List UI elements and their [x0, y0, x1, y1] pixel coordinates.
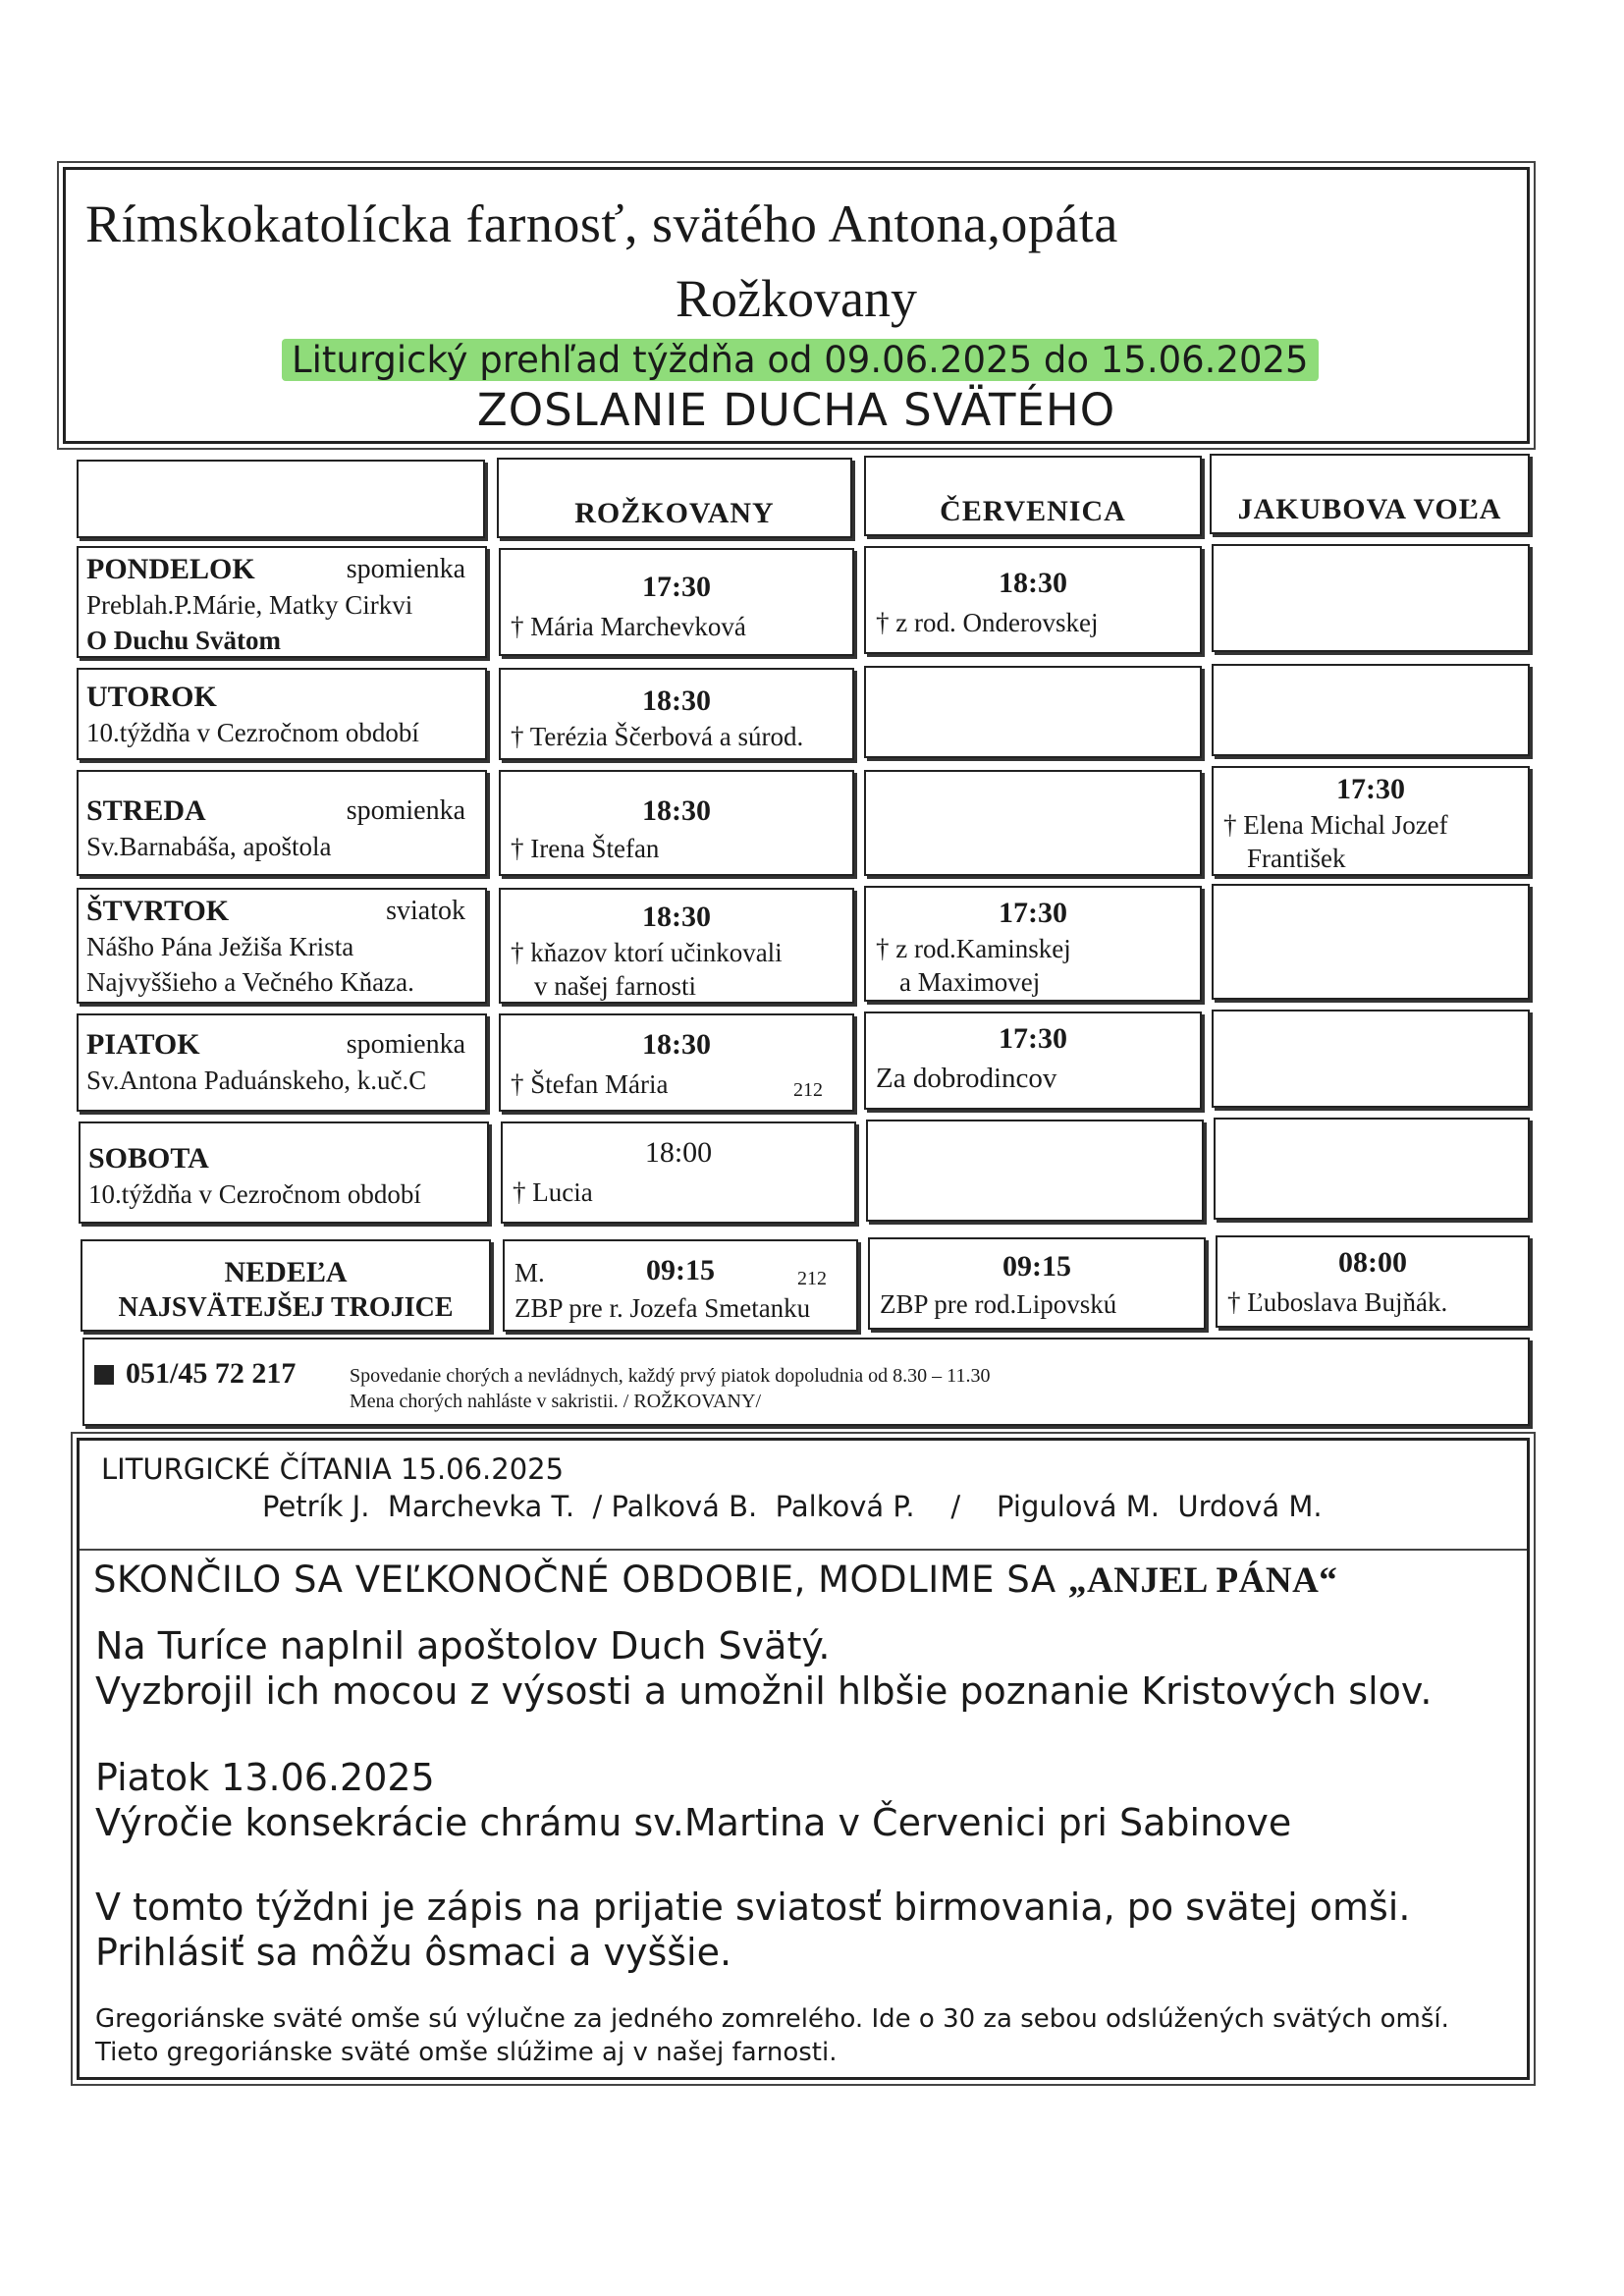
mass-intention: † Mária Marchevková	[511, 612, 746, 641]
mass-intention: ZBP pre r. Jozefa Smetanku	[514, 1293, 811, 1323]
mass-fri-cervenica	[864, 1011, 1202, 1110]
mass-intention: † kňazov ktorí učinkovali	[511, 938, 783, 967]
mass-prefix: M.	[514, 1258, 545, 1287]
mass-time: 18:30	[642, 684, 711, 717]
mass-intention-2: v našej farnosti	[534, 971, 696, 1001]
mass-time: 18:00	[644, 1136, 713, 1169]
mass-mon-cervenica	[864, 546, 1202, 654]
mass-intention: † Štefan Mária	[511, 1069, 669, 1099]
mass-time: 09:15	[646, 1254, 715, 1286]
mass-time: 17:30	[999, 1022, 1067, 1055]
day-friday	[77, 1013, 487, 1112]
pentecost-line-2: Vyzbrojil ich mocou z výsosti a umožnil hlbšie poznanie Kristových slov.	[95, 1669, 1433, 1713]
day-name: SOBOTA	[88, 1142, 209, 1175]
sick-names-info: Mena chorých nahláste v sakristii. / ROŽKOVANY/	[350, 1391, 762, 1412]
day-type: spomienka	[346, 1029, 465, 1060]
day-description-2: O Duchu Svätom	[86, 626, 282, 655]
day-tuesday	[77, 668, 487, 760]
mass-intention: † Terézia Ščerbová a súrod.	[511, 722, 804, 751]
day-name: ŠTVRTOK	[86, 895, 230, 927]
liturgical-readings	[80, 1441, 1527, 1551]
pentecost-line-1: Na Turíce naplnil apoštolov Duch Svätý.	[95, 1624, 831, 1667]
gregorian-masses-note: Gregoriánske sväté omše sú výlučne za jedného zomrelého. Ide o 30 za sebou odslúžených svätých omší. Tieto gregoriánske sväté omše slúžime aj v našej farnosti.	[95, 2004, 1449, 2067]
mass-sat-cervenica	[866, 1120, 1204, 1222]
mass-intention: † Ľuboslava Bujňák.	[1227, 1287, 1448, 1317]
mass-fri-rozkovany	[499, 1013, 854, 1112]
mass-note: 212	[797, 1268, 827, 1289]
mass-time: 18:30	[642, 1028, 711, 1061]
phone-icon	[94, 1365, 114, 1385]
day-description: 10.týždňa v Cezročnom období	[88, 1179, 421, 1209]
mass-intention: † Irena Štefan	[511, 834, 660, 863]
angelus-announcement: SKONČILO SA VEĽKONOČNÉ OBDOBIE, MODLIME SA „ANJEL PÁNA“	[93, 1558, 1338, 1601]
corner-cell	[77, 460, 485, 538]
day-monday	[77, 546, 487, 658]
mass-tue-rozkovany	[499, 668, 854, 760]
parish-location: Rožkovany	[676, 269, 917, 328]
day-type: spomienka	[346, 795, 465, 826]
mass-wed-cervenica	[864, 770, 1202, 876]
parish-header	[63, 167, 1530, 444]
column-header-rozkovany: ROŽKOVANY	[497, 458, 852, 538]
mass-sun-rozkovany	[503, 1239, 858, 1332]
feast-title: ZOSLANIE DUCHA SVÄTÉHO	[476, 384, 1116, 436]
day-type: spomienka	[346, 554, 465, 584]
readings-heading: LITURGICKÉ ČÍTANIA 15.06.2025	[101, 1452, 565, 1486]
mass-time: 08:00	[1338, 1246, 1407, 1279]
mass-fri-jakubova-vola	[1212, 1010, 1530, 1108]
mass-thu-cervenica	[864, 886, 1202, 1002]
confirmation-eligibility: Prihlásiť sa môžu ôsmaci a vyššie.	[95, 1931, 732, 1974]
mass-time: 17:30	[999, 897, 1067, 929]
day-wednesday	[77, 770, 487, 876]
mass-thu-jakubova-vola	[1212, 884, 1530, 1000]
mass-intention-2: František	[1247, 844, 1346, 873]
mass-intention: ZBP pre rod.Lipovskú	[880, 1289, 1117, 1319]
parish-title: Rímskokatolícka farnosť, svätého Antona,opáta	[85, 194, 1118, 253]
mass-intention-2: a Maximovej	[899, 967, 1041, 997]
readings-names: Petrík J. Marchevka T. / Palková B. Palková P. / Pigulová M. Urdová M.	[262, 1490, 1323, 1523]
mass-sun-cervenica	[868, 1237, 1206, 1330]
mass-note: 212	[793, 1079, 823, 1101]
day-description-2: Najvyššieho a Večného Kňaza.	[86, 967, 414, 997]
mass-wed-rozkovany	[499, 770, 854, 876]
mass-sat-rozkovany	[501, 1121, 856, 1224]
day-thursday	[77, 888, 487, 1004]
day-description: Preblah.P.Márie, Matky Cirkvi	[86, 590, 413, 620]
mass-sat-jakubova-vola	[1214, 1118, 1530, 1220]
mass-time: 09:15	[1002, 1250, 1071, 1283]
mass-time: 17:30	[1336, 773, 1405, 805]
phone-number: 051/45 72 217	[94, 1357, 296, 1391]
mass-tue-cervenica	[864, 666, 1202, 758]
day-name: UTOROK	[86, 681, 217, 713]
announcements-box	[77, 1438, 1530, 2080]
week-range-highlight: Liturgický prehľad týždňa od 09.06.2025 do 15.06.2025	[282, 339, 1319, 381]
confession-info: Spovedanie chorých a nevládnych, každý prvý piatok dopoludnia od 8.30 – 11.30	[350, 1365, 991, 1387]
day-name: NEDEĽA	[224, 1256, 348, 1288]
mass-intention: Za dobrodincov	[876, 1063, 1057, 1094]
mass-wed-jakubova-vola	[1212, 766, 1530, 876]
column-header-jakubova-vola: JAKUBOVA VOĽA	[1210, 454, 1530, 534]
day-description: Sv.Barnabáša, apoštola	[86, 832, 332, 861]
confirmation-enrollment: V tomto týždni je zápis na prijatie sviatosť birmovania, po svätej omši.	[95, 1886, 1411, 1929]
mass-mon-rozkovany	[499, 548, 854, 656]
consecration-anniversary: Výročie konsekrácie chrámu sv.Martina v Červenici pri Sabinove	[95, 1801, 1292, 1844]
day-name: STREDA	[86, 794, 206, 827]
day-name: PIATOK	[86, 1028, 200, 1061]
day-description: 10.týždňa v Cezročnom období	[86, 718, 419, 747]
mass-intention: † Lucia	[513, 1177, 593, 1207]
day-description: Nášho Pána Ježiša Krista	[86, 932, 354, 961]
mass-thu-rozkovany	[499, 888, 854, 1004]
mass-mon-jakubova-vola	[1212, 544, 1530, 652]
mass-intention: † z rod.Kaminskej	[876, 934, 1071, 963]
mass-intention: † Elena Michal Jozef	[1223, 810, 1448, 840]
day-description: NAJSVÄTEJŠEJ TROJICE	[118, 1292, 454, 1323]
day-sunday	[81, 1239, 491, 1332]
column-header-cervenica: ČERVENICA	[864, 456, 1202, 536]
day-description: Sv.Antona Paduánskeho, k.uč.C	[86, 1066, 427, 1095]
mass-tue-jakubova-vola	[1212, 664, 1530, 756]
mass-time: 18:30	[999, 567, 1067, 599]
day-saturday	[79, 1121, 489, 1224]
mass-time: 18:30	[642, 901, 711, 933]
friday-date: Piatok 13.06.2025	[95, 1756, 435, 1799]
mass-intention: † z rod. Onderovskej	[876, 608, 1099, 637]
mass-sun-jakubova-vola	[1216, 1235, 1530, 1328]
mass-time: 18:30	[642, 794, 711, 827]
contact-info-box	[82, 1338, 1530, 1426]
mass-time: 17:30	[642, 571, 711, 603]
day-type: sviatok	[386, 896, 465, 926]
day-name: PONDELOK	[86, 553, 255, 585]
